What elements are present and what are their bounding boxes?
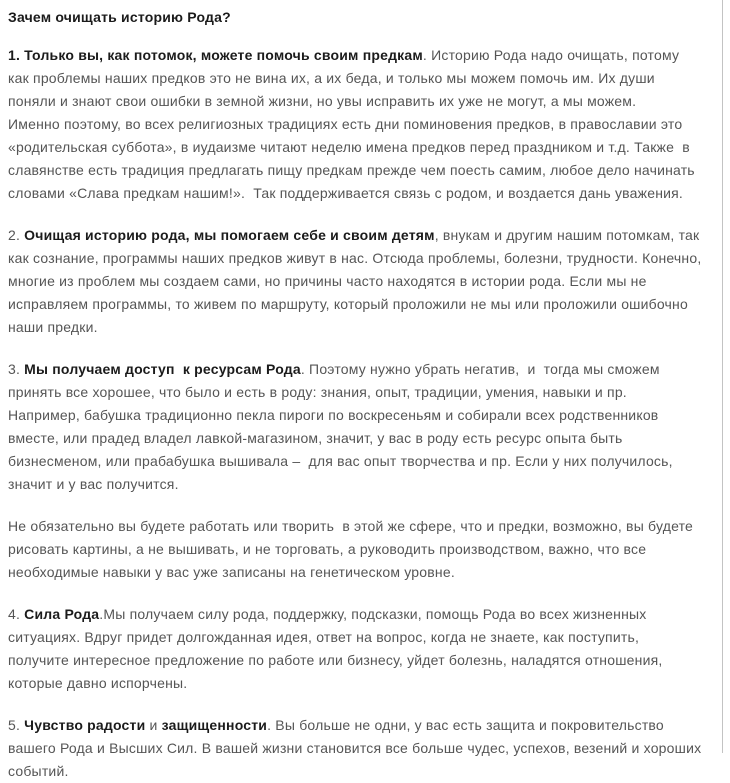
text-segment: Именно поэтому, во всех религиозных традициях есть дни поминовения предков, в православии это «родительская суббота», в иудаизме читают неделю имена предков перед праздником и т.д. Также в славянстве есть традиция предлагать пищу предкам прежде чем поесть самим, любое дело начинать словами «Слава предкам нашим!». Так поддерживается связь с родом, и воздается дань уважения.	[8, 116, 699, 201]
emphasis-segment: Очищая историю рода, мы помогаем себе и своим детям	[24, 227, 435, 243]
paragraph-2	[8, 224, 706, 339]
text-segment: . Поэтому нужно убрать негатив, и тогда мы сможем принять все хорошее, что было и есть в роду: знания, опыт, традиции, умения, навыки и пр. Например, бабушка традиционно пекла пироги по воскресеньям и собирали всех родственников вместе, или прадед владел лавкой-магазином, значит, у вас в роду есть ресурс опыта быть бизнесменом, или прабабушка вышивала – для вас опыт творчества и пр. Если у них получилось, значит и у вас получится.	[8, 361, 677, 492]
page-title: Зачем очищать историю Рода?	[8, 9, 231, 25]
text-segment: и	[145, 717, 162, 733]
right-border-divider	[722, 0, 723, 753]
emphasis-segment: 1. Только вы, как потомок, можете помочь своим предкам	[8, 47, 423, 63]
paragraph-3	[8, 358, 702, 496]
paragraph-1	[8, 44, 702, 205]
emphasis-segment: защищенности	[161, 717, 268, 733]
text-segment: 3.	[8, 361, 25, 377]
text-segment: Не обязательно вы будете работать или творить в этой же сфере, что и предки, возможно, вы будете рисовать картины, а не вышивать, и не торговать, а руководить производством, важно, что все необходимые навыки у вас уже записаны на генетическом уровне.	[8, 518, 698, 580]
text-segment: 5.	[8, 717, 25, 733]
text-segment: 4.	[8, 606, 25, 622]
text-segment: .Мы получаем силу рода, поддержку, подсказки, помощь Рода во всех жизненных ситуациях. Вдруг придет долгожданная идея, ответ на вопрос, когда не знаете, как поступить, получите интересное предложение по работе или бизнесу, уйдет болезнь, наладятся отношения, которые давно испорчены.	[8, 606, 667, 691]
text-segment: . Вы больше не одни, у вас есть защита и покровительство вашего Рода и Высших Сил. В вашей жизни становится все больше чудес, успехов, везений и хороших событий.	[8, 717, 706, 779]
text-segment: , внукам и другим нашим потомкам, так как сознание, программы наших предков живут в нас. Отсюда проблемы, болезни, трудности. Конечно, многие из проблем мы создаем сами, но причины часто находятся в истории рода. Если мы не исправляем программы, то живем по маршруту, который проложили не мы или проложили ошибочно наши предки.	[8, 227, 706, 335]
paragraph-4	[8, 515, 702, 584]
emphasis-segment: Мы получаем доступ к ресурсам Рода	[24, 361, 301, 377]
emphasis-segment: Сила Рода	[24, 606, 100, 622]
article-body	[8, 44, 706, 783]
paragraph-6	[8, 714, 706, 783]
paragraph-5	[8, 603, 702, 695]
text-segment: 2.	[8, 227, 25, 243]
emphasis-segment: Чувство радости	[24, 717, 146, 733]
text-segment: . Историю Рода надо очищать, потому как проблемы наших предков это не вина их, а их беда, и только мы можем помочь им. Их души поняли и знают свои ошибки в земной жизни, но увы исправить их уже не могут, а мы можем.	[8, 47, 684, 109]
